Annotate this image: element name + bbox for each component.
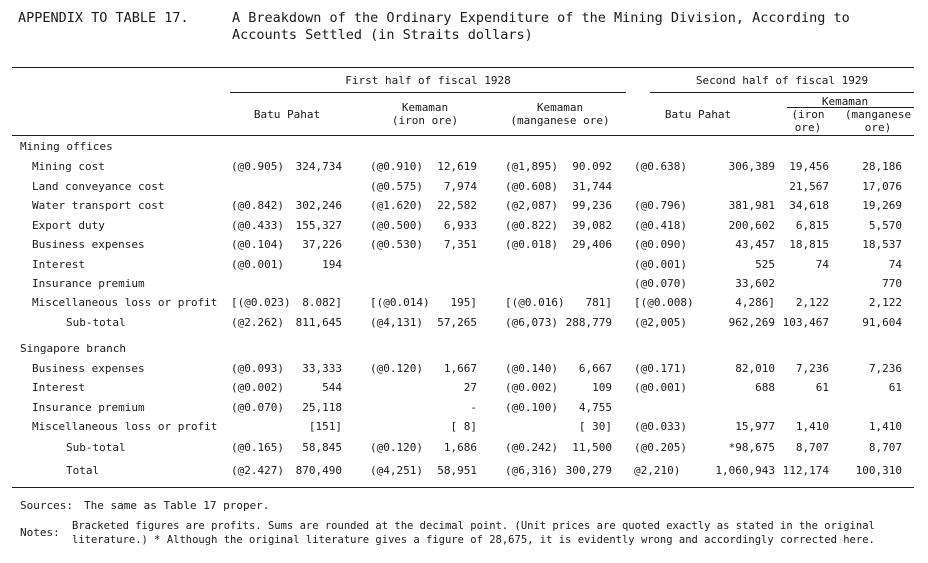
table-cell: 8,707 xyxy=(795,441,829,454)
table-cell: (@0.001) xyxy=(231,258,284,271)
table-cell: 1,410 xyxy=(795,420,829,433)
table-cell: 770 xyxy=(882,277,902,290)
table-cell: (@0.070) xyxy=(634,277,687,290)
header-second-half: Second half of fiscal 1929 xyxy=(695,74,869,87)
table-cell: 34,618 xyxy=(789,199,829,212)
table-cell: (@0.530) xyxy=(370,238,423,251)
table-cell: 103,467 xyxy=(782,316,829,329)
table-cell: (@0.905) xyxy=(231,160,284,173)
row-label: Interest xyxy=(32,381,85,394)
table-cell: (@0.205) xyxy=(634,441,687,454)
table-cell: (@0.002) xyxy=(231,381,284,394)
title-label: APPENDIX TO TABLE 17. xyxy=(18,10,189,26)
table-cell: 39,082 xyxy=(572,219,612,232)
table-cell: 29,406 xyxy=(572,238,612,251)
table-cell: (@0.070) xyxy=(231,401,284,414)
table-cell: 58,845 xyxy=(302,441,342,454)
table-cell: [ 8] xyxy=(450,420,477,433)
table-cell: [151] xyxy=(308,420,342,433)
table-cell: (@4,251) xyxy=(370,464,423,477)
header-first-half: First half of fiscal 1928 xyxy=(345,74,511,87)
table-cell: 300,279 xyxy=(565,464,612,477)
row-label: Export duty xyxy=(32,219,105,232)
table-cell: 870,490 xyxy=(295,464,342,477)
table-cell: 1,667 xyxy=(443,362,477,375)
table-cell: 99,236 xyxy=(572,199,612,212)
row-label: Insurance premium xyxy=(32,401,145,414)
table-cell: 112,174 xyxy=(782,464,829,477)
table-cell: (@0.165) xyxy=(231,441,284,454)
table-cell: 61 xyxy=(815,381,829,394)
table-cell: 37,226 xyxy=(302,238,342,251)
row-label: Mining cost xyxy=(32,160,105,173)
second-half-rule xyxy=(650,92,914,93)
section-label: Mining offices xyxy=(20,140,113,153)
table-cell: 100,310 xyxy=(855,464,902,477)
table-cell: 544 xyxy=(322,381,342,394)
table-cell: - xyxy=(470,401,477,414)
table-cell: 6,667 xyxy=(578,362,612,375)
table-cell: 4,755 xyxy=(578,401,612,414)
table-cell: 18,815 xyxy=(789,238,829,251)
table-cell: 8.082] xyxy=(302,296,342,309)
row-label: Water transport cost xyxy=(32,199,165,212)
table-cell: (@1.620) xyxy=(370,199,423,212)
table-cell: 688 xyxy=(755,381,775,394)
table-cell: (@0.001) xyxy=(634,381,687,394)
table-cell: 195] xyxy=(450,296,477,309)
table-cell: (@0.104) xyxy=(231,238,284,251)
table-cell: 12,619 xyxy=(437,160,477,173)
title-line-2: Accounts Settled (in Straits dollars) xyxy=(232,27,533,43)
table-cell: (@0.418) xyxy=(634,219,687,232)
table-cell: 91,604 xyxy=(862,316,902,329)
sources-label: Sources: xyxy=(20,499,73,512)
table-cell: (@0.842) xyxy=(231,199,284,212)
table-cell: 962,269 xyxy=(728,316,775,329)
row-label: Insurance premium xyxy=(32,277,145,290)
table-cell: 57,265 xyxy=(437,316,477,329)
table-cell: 7,236 xyxy=(868,362,902,375)
table-cell: 324,734 xyxy=(295,160,342,173)
table-cell: 302,246 xyxy=(295,199,342,212)
table-cell: (@4,131) xyxy=(370,316,423,329)
table-cell: [(@0.023) xyxy=(231,296,291,309)
table-cell: (@2.427) xyxy=(231,464,284,477)
table-cell: 1,410 xyxy=(868,420,902,433)
table-cell: 28,186 xyxy=(862,160,902,173)
table-cell: (@0.638) xyxy=(634,160,687,173)
table-cell: 27 xyxy=(463,381,477,394)
table-cell: (@0.822) xyxy=(505,219,558,232)
table-cell: (@0.575) xyxy=(370,180,423,193)
sources-text: The same as Table 17 proper. xyxy=(84,499,270,512)
table-cell: (@2,087) xyxy=(505,199,558,212)
table-cell: [(@0.014) xyxy=(370,296,430,309)
table-cell: (@0.001) xyxy=(634,258,687,271)
table-cell: 306,389 xyxy=(728,160,775,173)
table-cell: 155,327 xyxy=(295,219,342,232)
table-cell: (@0.171) xyxy=(634,362,687,375)
header-kemaman-mang-1: Kemaman xyxy=(536,101,584,114)
table-cell: 5,570 xyxy=(868,219,902,232)
table-cell: (@0.090) xyxy=(634,238,687,251)
table-cell: 2,122 xyxy=(795,296,829,309)
table-cell: (@2,005) xyxy=(634,316,687,329)
notes-line-2: literature.) * Although the original literature gives a figure of 28,675, it is evidently wrong and accordingly corrected here. xyxy=(72,534,875,546)
table-cell: 11,500 xyxy=(572,441,612,454)
table-cell: 1,686 xyxy=(443,441,477,454)
table-cell: (@0.033) xyxy=(634,420,687,433)
header-kemaman-mang-1-sub: (manganese ore) xyxy=(510,114,610,127)
table-cell: 811,645 xyxy=(295,316,342,329)
table-cell: 15,977 xyxy=(735,420,775,433)
table-cell: 19,456 xyxy=(789,160,829,173)
table-cell: 33,602 xyxy=(735,277,775,290)
notes-label: Notes: xyxy=(20,526,60,539)
table-cell: 33,333 xyxy=(302,362,342,375)
table-cell: (@6,316) xyxy=(505,464,558,477)
table-cell: 18,537 xyxy=(862,238,902,251)
table-cell: 7,974 xyxy=(443,180,477,193)
table-bottom-rule xyxy=(12,487,914,488)
table-cell: (@0.140) xyxy=(505,362,558,375)
row-label: Business expenses xyxy=(32,362,145,375)
table-cell: 7,351 xyxy=(443,238,477,251)
section-label: Singapore branch xyxy=(20,342,126,355)
subtotal-label: Total xyxy=(66,464,100,477)
table-cell: 200,602 xyxy=(728,219,775,232)
table-cell: 74 xyxy=(815,258,829,271)
subtotal-label: Sub-total xyxy=(66,441,126,454)
table-cell: 525 xyxy=(755,258,775,271)
notes-line-1: Bracketed figures are profits. Sums are rounded at the decimal point. (Unit prices are quoted exactly as stated in the original xyxy=(72,520,875,532)
table-cell: 1,060,943 xyxy=(715,464,775,477)
table-cell: (@0.100) xyxy=(505,401,558,414)
header-mang-2-sub: ore) xyxy=(864,121,892,134)
header-kemaman-iron-1-sub: (iron ore) xyxy=(391,114,459,127)
row-label: Land conveyance cost xyxy=(32,180,165,193)
table-cell: 6,933 xyxy=(443,219,477,232)
table-cell: 2,122 xyxy=(868,296,902,309)
table-cell: 109 xyxy=(592,381,612,394)
table-cell: 58,951 xyxy=(437,464,477,477)
table-cell: [(@0.016) xyxy=(505,296,565,309)
table-cell: 381,981 xyxy=(728,199,775,212)
table-cell: (@0.120) xyxy=(370,441,423,454)
row-label: Miscellaneous loss or profit xyxy=(32,420,218,433)
table-cell: 21,567 xyxy=(789,180,829,193)
top-rule xyxy=(12,67,914,68)
header-batu-pahat-2: Batu Pahat xyxy=(664,108,732,121)
table-cell: 6,815 xyxy=(795,219,829,232)
table-cell: [ 30] xyxy=(578,420,612,433)
table-cell: 194 xyxy=(322,258,342,271)
table-cell: (@0.093) xyxy=(231,362,284,375)
row-label: Business expenses xyxy=(32,238,145,251)
table-cell: 4,286] xyxy=(735,296,775,309)
table-cell: 781] xyxy=(585,296,612,309)
title-line-1: A Breakdown of the Ordinary Expenditure of the Mining Division, According to xyxy=(232,10,850,26)
table-cell: 43,457 xyxy=(735,238,775,251)
table-cell: 288,779 xyxy=(565,316,612,329)
table-cell: 90.092 xyxy=(572,160,612,173)
table-cell: 61 xyxy=(888,381,902,394)
table-cell: (@0.910) xyxy=(370,160,423,173)
table-cell: 22,582 xyxy=(437,199,477,212)
table-cell: (@0.242) xyxy=(505,441,558,454)
table-cell: (@2.262) xyxy=(231,316,284,329)
table-cell: (@0.120) xyxy=(370,362,423,375)
row-label: Miscellaneous loss or profit xyxy=(32,296,218,309)
first-half-rule xyxy=(230,92,626,93)
table-cell: 82,010 xyxy=(735,362,775,375)
table-cell: 8,707 xyxy=(868,441,902,454)
table-cell: 17,076 xyxy=(862,180,902,193)
table-cell: (@0.500) xyxy=(370,219,423,232)
table-cell: [(@0.008) xyxy=(634,296,694,309)
table-cell: 19,269 xyxy=(862,199,902,212)
header-bottom-rule xyxy=(12,135,914,136)
header-kemaman-2: Kemaman xyxy=(821,95,869,108)
table-cell: 31,744 xyxy=(572,180,612,193)
table-cell: (@0.433) xyxy=(231,219,284,232)
row-label: Interest xyxy=(32,258,85,271)
table-cell: (@6,073) xyxy=(505,316,558,329)
table-cell: (@0.796) xyxy=(634,199,687,212)
table-cell: (@0.018) xyxy=(505,238,558,251)
table-cell: @2,210) xyxy=(634,464,681,477)
table-cell: (@0.002) xyxy=(505,381,558,394)
table-cell: 25,118 xyxy=(302,401,342,414)
table-cell: *98,675 xyxy=(728,441,775,454)
header-batu-pahat-1: Batu Pahat xyxy=(253,108,321,121)
table-cell: (@1,895) xyxy=(505,160,558,173)
header-iron-2: (iron xyxy=(791,108,825,121)
subtotal-label: Sub-total xyxy=(66,316,126,329)
table-cell: 7,236 xyxy=(795,362,829,375)
table-cell: (@0.608) xyxy=(505,180,558,193)
header-iron-2-sub: ore) xyxy=(794,121,822,134)
header-mang-2: (manganese xyxy=(844,108,912,121)
table-cell: 74 xyxy=(888,258,902,271)
header-kemaman-iron-1: Kemaman xyxy=(401,101,449,114)
